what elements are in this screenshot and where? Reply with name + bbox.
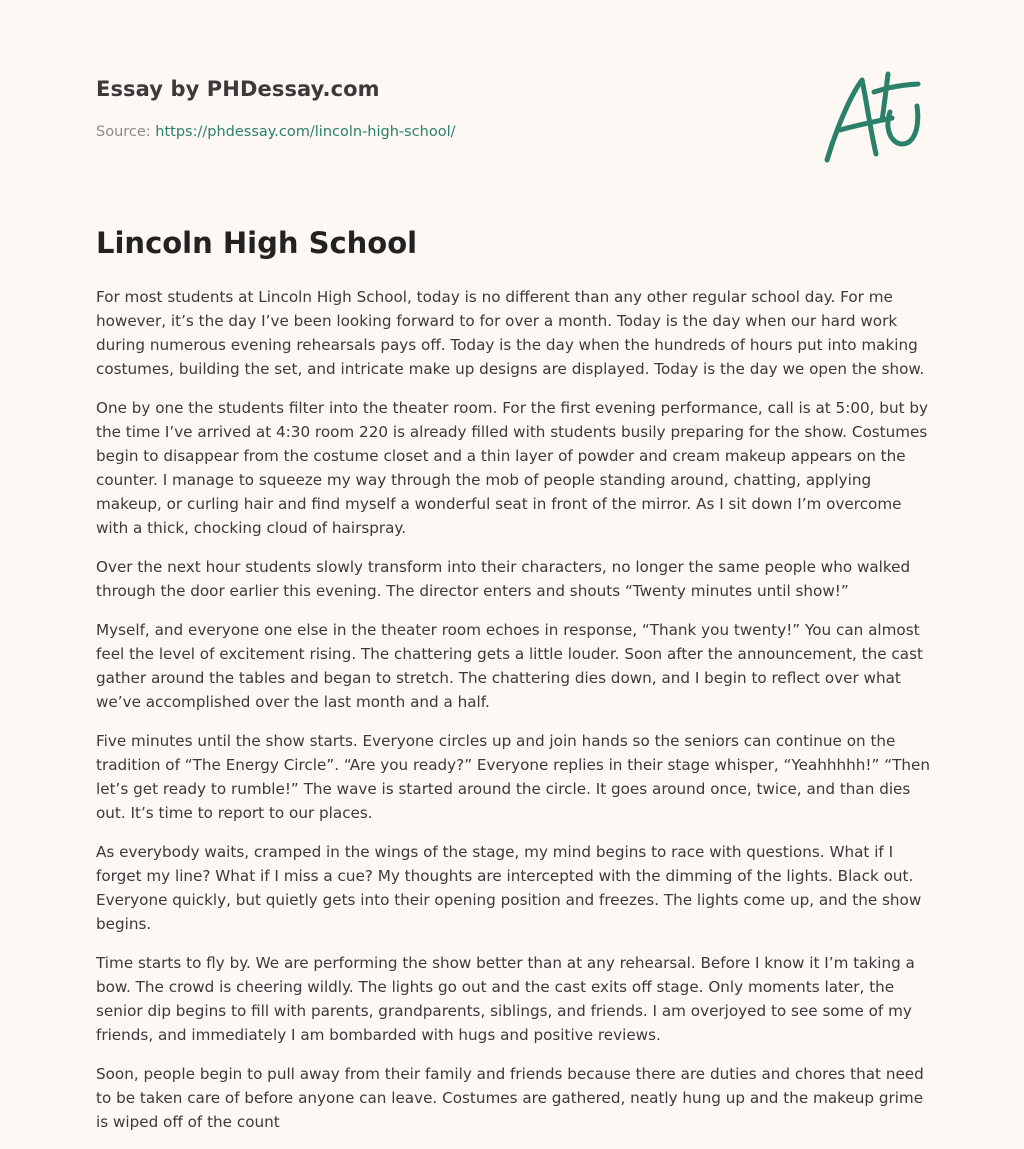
essay-title: Lincoln High School (96, 226, 418, 260)
essay-paragraph: As everybody waits, cramped in the wings of the stage, my mind begins to race with questions. What if I forget my line? What if I miss a cue? My thoughts are intercepted with the dimming of the lights. Black out. Everyone quickly, but quietly gets into their opening position and freezes. The lights come up, and the show begins. (96, 843, 922, 933)
essay-paragraph: Time starts to fly by. We are performing the show better than at any rehearsal. Before I know it I’m taking a bow. The crowd is cheering wildly. The lights go out and the cast exits off stage. Only moments later, the senior dip begins to fill with parents, grandparents, siblings, and friends. I am overjoyed to see some of my friends, and immediately I am bombarded with hugs and positive reviews. (96, 954, 915, 1044)
essay-body (96, 285, 936, 1149)
essay-paragraph: One by one the students filter into the theater room. For the first evening performance, call is at 5:00, but by the time I’ve arrived at 4:30 room 220 is already filled with students busily preparing for the show. Costumes begin to disappear from the costume closet and a thin layer of powder and cream makeup appears on the counter. I manage to squeeze my way through the mob of people standing around, chatting, applying makeup, or curling hair and find myself a wonderful seat in front of the mirror. As I sit down I’m overcome with a thick, chocking cloud of hairspray. (96, 399, 928, 537)
a-plus-grade-icon (822, 68, 926, 168)
essay-paragraph: Myself, and everyone one else in the theater room echoes in response, “Thank you twenty!” You can almost feel the level of excitement rising. The chattering gets a little louder. Soon after the announcement, the cast gather around the tables and began to stretch. The chattering dies down, and I begin to reflect over what we’ve accomplished over the last month and a half. (96, 621, 923, 711)
source-line (96, 124, 456, 140)
essay-page (96, 0, 936, 1131)
essay-paragraph: Soon, people begin to pull away from their family and friends because there are duties and chores that need to be taken care of before anyone can leave. Costumes are gathered, neatly hung up and the makeup grime is wiped off of the count (96, 1065, 924, 1131)
brand-title: Essay by PHDessay.com (96, 77, 380, 101)
essay-paragraph: Over the next hour students slowly transform into their characters, no longer the same people who walked through the door earlier this evening. The director enters and shouts “Twenty minutes until show!” (96, 558, 911, 600)
essay-paragraph: Five minutes until the show starts. Everyone circles up and join hands so the seniors can continue on the tradition of “The Energy Circle”. “Are you ready?” Everyone replies in their stage whisper, “Yeahhhhh!” “Then let’s get ready to rumble!” The wave is started around the circle. It goes around once, twice, and than dies out. It’s time to report to our places. (96, 732, 930, 822)
essay-paragraph: For most students at Lincoln High School, today is no different than any other regular school day. For me however, it’s the day I’ve been looking forward to for over a month. Today is the day when our hard work during numerous evening rehearsals pays off. Today is the day when the hundreds of hours put into making costumes, building the set, and intricate make up designs are displayed. Today is the day we open the show. (96, 288, 925, 378)
page-header (96, 0, 936, 190)
source-label: Source: (96, 124, 156, 140)
source-link[interactable]: https://phdessay.com/lincoln-high-school/ (155, 124, 456, 140)
